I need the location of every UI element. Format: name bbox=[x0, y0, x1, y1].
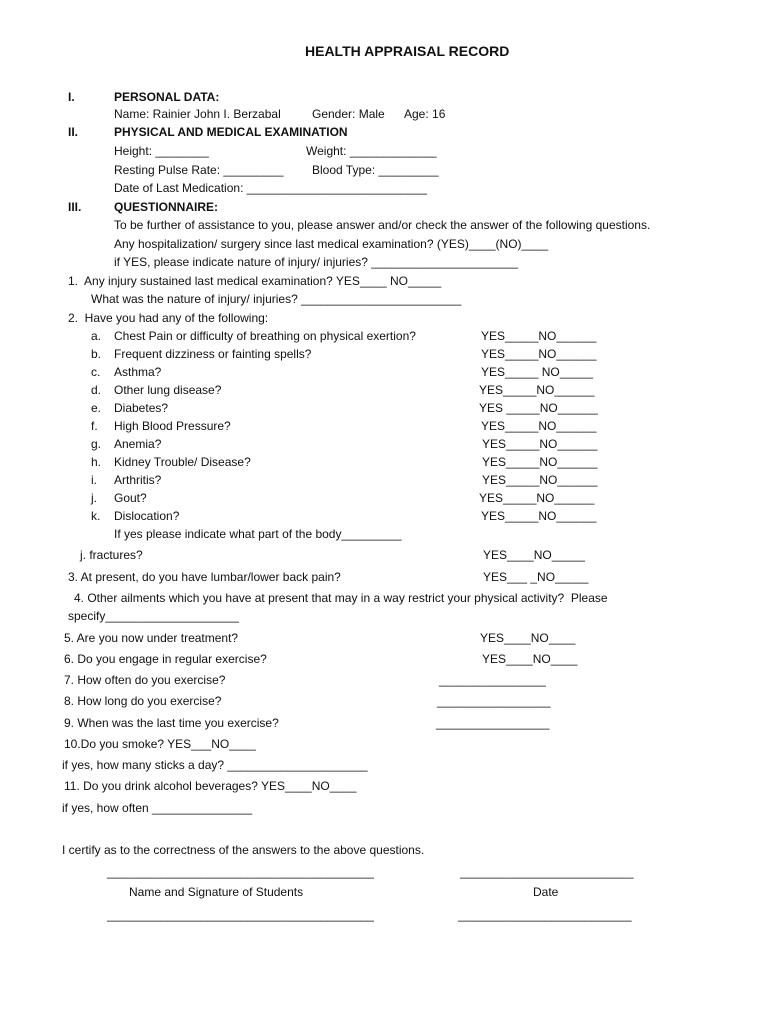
hospitalization-followup: if YES, please indicate nature of injury/ injuries? ______________________ bbox=[114, 255, 519, 269]
item-letter: i. bbox=[91, 473, 97, 487]
question-10: 10.Do you smoke? YES___NO____ bbox=[64, 737, 256, 751]
yes-no-blank: YES_____NO______ bbox=[479, 383, 595, 397]
question-2: 2. Have you had any of the following: bbox=[68, 311, 269, 325]
question-6: 6. Do you engage in regular exercise? bbox=[64, 652, 267, 666]
question-10-followup: if yes, how many sticks a day? _____________________ bbox=[62, 758, 368, 772]
date-label: Date bbox=[533, 885, 559, 899]
item-text: Chest Pain or difficulty of breathing on physical exertion? bbox=[114, 329, 416, 343]
section-3-heading: QUESTIONNAIRE: bbox=[114, 200, 219, 214]
section-2-numeral: II. bbox=[68, 125, 79, 139]
item-text: Other lung disease? bbox=[114, 383, 222, 397]
fractures-question: j. fractures? bbox=[80, 548, 143, 562]
yes-no-blank: YES_____NO______ bbox=[479, 491, 595, 505]
question-9: 9. When was the last time you exercise? bbox=[64, 716, 279, 730]
yes-no-blank: YES_____NO______ bbox=[481, 509, 597, 523]
yes-no-blank: YES_____NO______ bbox=[481, 419, 597, 433]
item-text: Kidney Trouble/ Disease? bbox=[114, 455, 251, 469]
page-title: HEALTH APPRAISAL RECORD bbox=[305, 43, 510, 59]
signature-line: ________________________________________ bbox=[107, 908, 374, 922]
question-11: 11. Do you drink alcohol beverages? YES____NO____ bbox=[64, 779, 357, 793]
question-3: 3. At present, do you have lumbar/lower back pain? bbox=[68, 570, 341, 584]
item-letter: c. bbox=[91, 365, 101, 379]
hospitalization-question: Any hospitalization/ surgery since last medical examination? (YES)____(NO)____ bbox=[114, 237, 549, 251]
yes-no-blank: YES____NO____ bbox=[482, 652, 578, 666]
item-letter: a. bbox=[91, 329, 102, 343]
blood-type-field: Blood Type: _________ bbox=[312, 163, 439, 177]
item-text: Arthritis? bbox=[114, 473, 162, 487]
item-letter: h. bbox=[91, 455, 102, 469]
age-field: Age: 16 bbox=[404, 107, 446, 121]
pulse-field: Resting Pulse Rate: _________ bbox=[114, 163, 284, 177]
item-text: Asthma? bbox=[114, 365, 162, 379]
item-letter: k. bbox=[91, 509, 101, 523]
item-text: Diabetes? bbox=[114, 401, 169, 415]
yes-no-blank: YES___ _NO_____ bbox=[483, 570, 589, 584]
item-letter: e. bbox=[91, 401, 102, 415]
question-1: 1. Any injury sustained last medical examination? YES____ NO_____ bbox=[68, 274, 442, 288]
item-letter: j. bbox=[91, 491, 97, 505]
signature-label: Name and Signature of Students bbox=[129, 885, 304, 899]
yes-no-blank: YES_____NO______ bbox=[482, 455, 598, 469]
item-text: High Blood Pressure? bbox=[114, 419, 231, 433]
signature-line: ________________________________________ bbox=[107, 865, 374, 879]
question-8: 8. How long do you exercise? bbox=[64, 694, 222, 708]
item-letter: g. bbox=[91, 437, 102, 451]
certification-statement: I certify as to the correctness of the answers to the above questions. bbox=[62, 843, 425, 857]
item-letter: b. bbox=[91, 347, 102, 361]
item-text: Frequent dizziness or fainting spells? bbox=[114, 347, 312, 361]
gender-field: Gender: Male bbox=[312, 107, 385, 121]
section-3-numeral: III. bbox=[68, 200, 82, 214]
question-7: 7. How often do you exercise? bbox=[64, 673, 226, 687]
date-line: __________________________ bbox=[460, 865, 634, 879]
weight-field: Weight: _____________ bbox=[306, 144, 437, 158]
questionnaire-intro: To be further of assistance to you, please answer and/or check the answer of the following questions. bbox=[114, 218, 651, 232]
name-field: Name: Rainier John I. Berzabal bbox=[114, 107, 281, 121]
answer-blank: _________________ bbox=[437, 694, 551, 708]
answer-blank: ________________ bbox=[439, 673, 546, 687]
answer-blank: _________________ bbox=[436, 716, 550, 730]
yes-no-blank: YES _____NO______ bbox=[479, 401, 598, 415]
last-medication-field: Date of Last Medication: ___________________________ bbox=[114, 181, 427, 195]
section-1-numeral: I. bbox=[68, 90, 75, 104]
yes-no-blank: YES_____NO______ bbox=[481, 347, 597, 361]
item-text: Gout? bbox=[114, 491, 147, 505]
height-field: Height: ________ bbox=[114, 144, 209, 158]
section-1-heading: PERSONAL DATA: bbox=[114, 90, 220, 104]
yes-no-blank: YES_____NO______ bbox=[482, 473, 598, 487]
yes-no-blank: YES____NO_____ bbox=[483, 548, 586, 562]
question-4-specify: specify____________________ bbox=[68, 609, 239, 623]
item-letter: f. bbox=[91, 419, 98, 433]
yes-no-blank: YES____NO____ bbox=[480, 631, 576, 645]
item-letter: d. bbox=[91, 383, 102, 397]
question-5: 5. Are you now under treatment? bbox=[64, 631, 239, 645]
date-line: __________________________ bbox=[458, 908, 632, 922]
section-2-heading: PHYSICAL AND MEDICAL EXAMINATION bbox=[114, 125, 348, 139]
question-1-followup: What was the nature of injury/ injuries? ________________________ bbox=[91, 292, 462, 306]
question-4: 4. Other ailments which you have at present that may in a way restrict your physical activity? Please bbox=[74, 591, 608, 605]
item-text: Anemia? bbox=[114, 437, 162, 451]
yes-no-blank: YES_____NO______ bbox=[481, 329, 597, 343]
question-11-followup: if yes, how often _______________ bbox=[62, 801, 253, 815]
yes-no-blank: YES_____NO______ bbox=[482, 437, 598, 451]
yes-no-blank: YES_____ NO_____ bbox=[481, 365, 594, 379]
body-part-followup: If yes please indicate what part of the body_________ bbox=[114, 527, 402, 541]
item-text: Dislocation? bbox=[114, 509, 180, 523]
